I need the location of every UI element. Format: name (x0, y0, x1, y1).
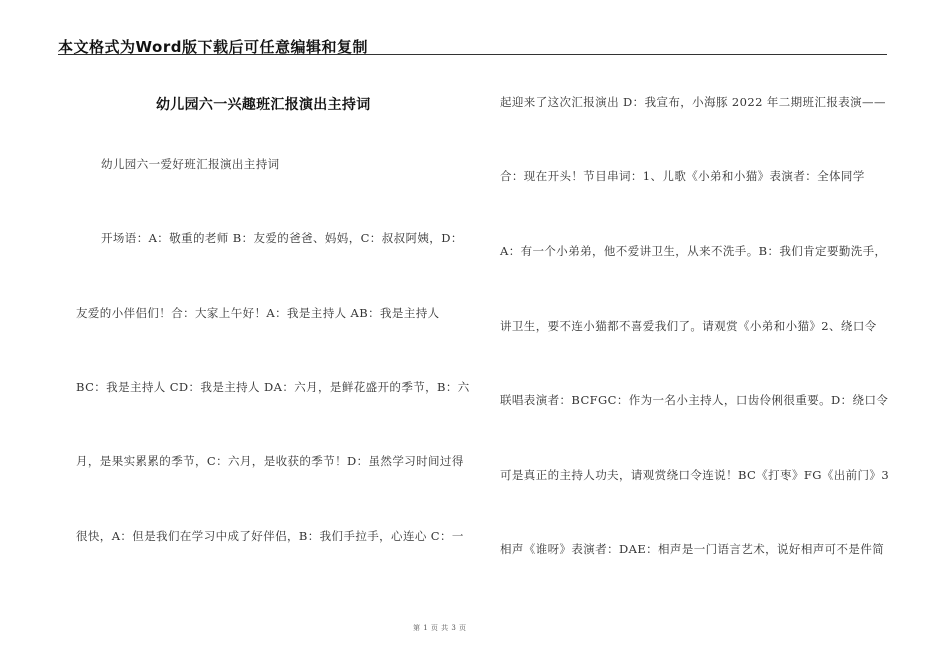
left-line: 月，是果实累累的季节，C：六月，是收获的季节！D：虽然学习时间过得 (76, 454, 464, 468)
left-line: 开场语：A：敬重的老师 B：友爱的爸爸、妈妈，C：叔叔阿姨，D： (101, 231, 463, 245)
left-line: 很快，A：但是我们在学习中成了好伴侣，B：我们手拉手，心连心 C：一 (76, 529, 464, 543)
right-line: 相声《谁呀》表演者：DAE：相声是一门语言艺术，说好相声可不是件简 (500, 542, 885, 556)
right-line: 可是真正的主持人功夫，请观赏绕口令连说！BC《打枣》FG《出前门》3 (500, 468, 890, 482)
document-banner: 本文格式为Word版下载后可任意编辑和复制 (58, 38, 368, 56)
left-line: 幼儿园六一爱好班汇报演出主持词 (101, 157, 280, 171)
right-line: 合：现在开头！节目串词：1、儿歌《小弟和小猫》表演者：全体同学 (500, 169, 865, 183)
right-line: A：有一个小弟弟，他不爱讲卫生，从来不洗手。B：我们肯定要勤洗手， (500, 244, 887, 258)
left-line: BC：我是主持人 CD：我是主持人 DA：六月，是鲜花盛开的季节，B：六 (76, 380, 470, 394)
right-line: 联唱表演者：BCFGC：作为一名小主持人，口齿伶俐很重要。D：绕口令 (500, 393, 889, 407)
right-line: 起迎来了这次汇报演出 D：我宣布，小海豚 2022 年二期班汇报表演—— (500, 95, 886, 109)
page-number: 第 1 页 共 3 页 (413, 624, 467, 632)
header-divider (58, 54, 887, 55)
document-title: 幼儿园六一兴趣班汇报演出主持词 (156, 97, 371, 113)
left-line: 友爱的小伴侣们！合：大家上午好！A：我是主持人 AB：我是主持人 (76, 306, 440, 320)
right-line: 讲卫生，要不连小猫都不喜爱我们了。请观赏《小弟和小猫》2、绕口令 (500, 319, 877, 333)
